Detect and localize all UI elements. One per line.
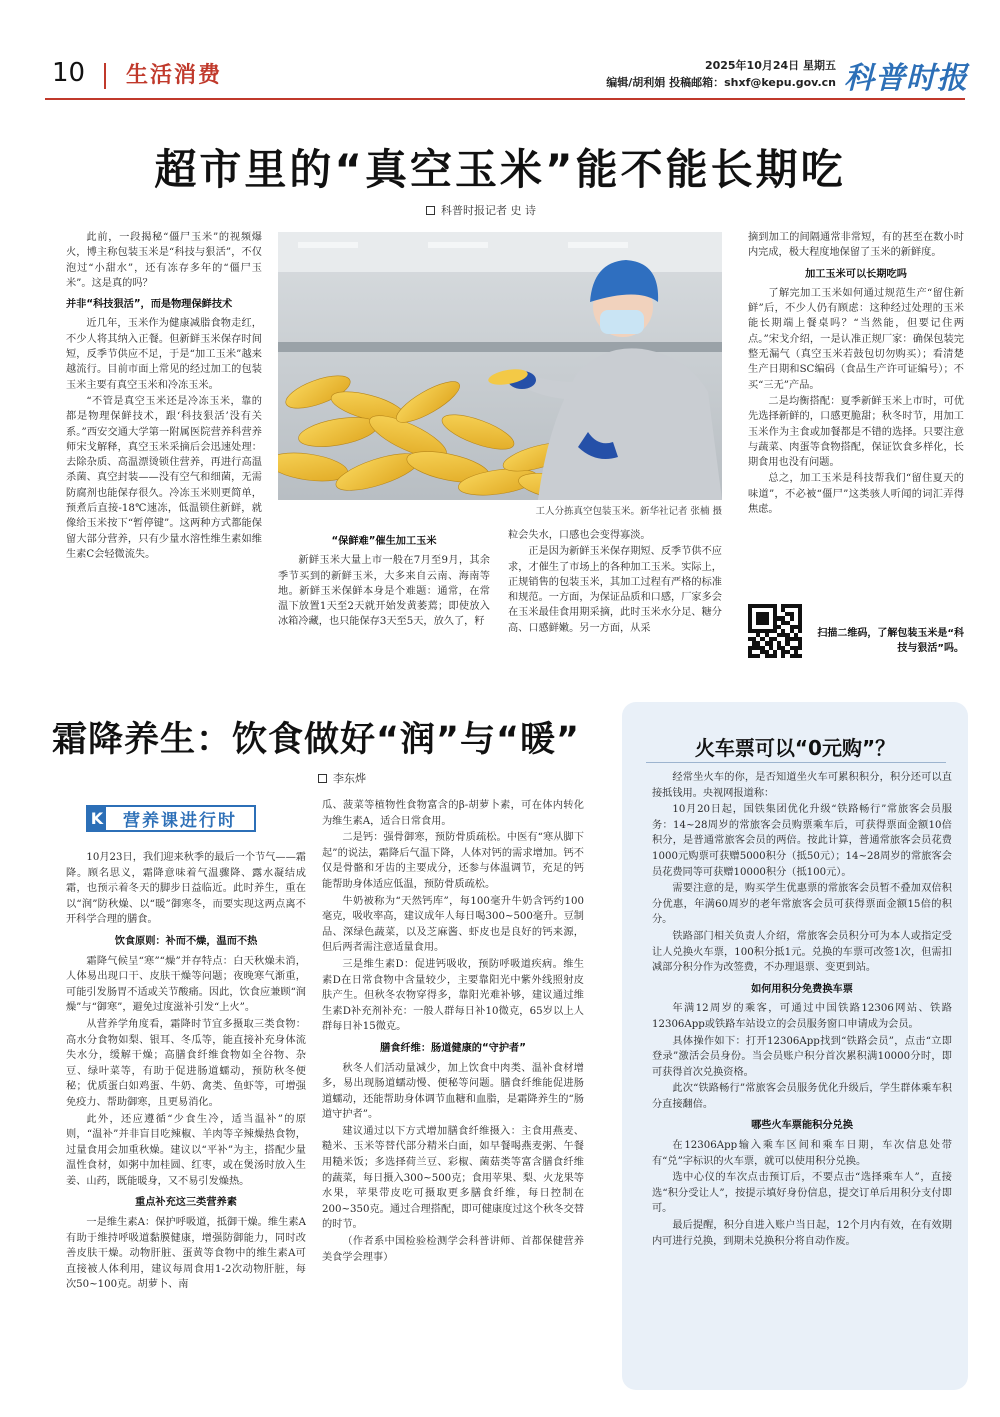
byline-text: 科普时报记者 史 诗 [441, 204, 536, 217]
paragraph: 正是因为新鲜玉米保存期短、反季节供不应求，才催生了市场上的各种加工玉米。实际上，正规销售的包装玉米，其加工过程有严格的标准和规范。一方面，为保证品质和口感，厂家多会在玉米最佳食用期采摘，此时玉米水分足、糖分高、口感鲜嫩。另一方面，从采 [508, 546, 722, 634]
paragraph: 新鲜玉米大量上市一般在7月至9月，其余季节买到的新鲜玉米，大多来自云南、海南等地。新鲜玉米保鲜本身是个难题：通常，在常温下放置1天至2天就开始发黄萎蔫；即使放入冰箱冷藏，也只能保存3天至5天，放久了，籽 [278, 555, 490, 628]
article2-title: 霜降养生：饮食做好“润”与“暖” [52, 720, 581, 760]
paragraph: 从营养学角度看，霜降时节宜多摄取三类食物：高水分食物如梨、银耳、冬瓜等，能直接补充身体流失水分，缓解干燥；高膳食纤维食物如全谷物、杂豆、绿叶菜等，有助于促进肠道蠕动，预防秋冬便秘；优质蛋白如鸡蛋、牛奶、禽类、鱼虾等，可增强免疫力、帮助御寒，且更易消化。 [66, 1018, 306, 1108]
article3-rule [646, 762, 946, 763]
article1-column-1 [66, 230, 262, 660]
article3-title: 火车票可以“0元购”？ [694, 736, 896, 760]
editor-contact: 编辑/胡利娟 投稿邮箱：shxf@kepu.gov.cn [606, 76, 836, 89]
subheading: 重点补充这三类营养素 [135, 1197, 237, 1209]
subheading: 膳食纤维：肠道健康的“守护者” [380, 1042, 526, 1054]
article1-column-4 [748, 230, 964, 600]
paragraph: 一是维生素A：保护呼吸道，抵御干燥。维生素A有助于维持呼吸道黏膜健康，增强防御能力，同时改善皮肤干燥。动物肝脏、蛋黄等食物中的维生素A可直接被人体利用，建议每周食用1-2次动物肝脏，每次50~100克。胡萝卜、南 [66, 1217, 306, 1291]
paragraph: 10月20日起，国铁集团优化升级“铁路畅行”常旅客会员服务：14~28周岁的常旅客会员购票乘车后，可获得票面金额10倍积分，是普通常旅客会员的两倍。按此计算，普通常旅客会员花费1000元购票可获赠5000积分（抵50元）；14~28周岁的常旅客会员花费同等可获赠10000积分（抵100元）。 [652, 804, 952, 878]
paragraph: 建议通过以下方式增加膳食纤维摄入：主食用燕麦、糙米、玉米等替代部分精米白面，如早餐喝燕麦粥、午餐用糙米饭；多选择荷兰豆、彩椒、菌菇类等富含膳食纤维的蔬菜，每日摄入300~500克；食用苹果、梨、火龙果等水果，苹果带皮吃可摄取更多膳食纤维，每日控制在200~350克。通过合理搭配，即可健康度过这个秋冬交替的时节。 [322, 1125, 584, 1231]
page-number: 10 [52, 58, 86, 88]
paragraph: 秋冬人们活动量减少，加上饮食中肉类、温补食材增多，易出现肠道蠕动慢、便秘等问题。膳食纤维能促进肠道蠕动，还能帮助身体调节血糖和血脂，是霜降养生的“肠道守护者”。 [322, 1062, 584, 1121]
article1-column-3 [508, 528, 722, 663]
photo-caption: 工人分拣真空包装玉米。新华社记者 张楠 摄 [535, 506, 722, 517]
subheading: 加工玉米可以长期吃吗 [805, 268, 907, 280]
byline-text: 李东烨 [333, 772, 366, 785]
paragraph: 此外，还应遵循“少食生冷，适当温补”的原则，“温补”并非盲目吃辣椒、羊肉等辛辣燥热食物，过量食用会加重秋燥。建议以“平补”为主，搭配少量温性食材，如粥中加桂圆、红枣，或在煲汤时放入生姜、山药，既能暖身，又不易引发燥热。 [66, 1113, 306, 1187]
paragraph: 需要注意的是，购买学生优惠票的常旅客会员暂不叠加双倍积分优惠，年满60周岁的老年常旅客会员可获得票面金额15倍的积分。 [652, 883, 952, 926]
paragraph: （作者系中国检验检测学会科普讲师、首都保健营养美食学会理事） [322, 1236, 584, 1263]
paragraph: 10月23日，我们迎来秋季的最后一个节气——霜降。顾名思义，霜降意味着气温骤降、露水凝结成霜，也预示着冬天的脚步日益临近。此时养生，重在以“润”防秋燥、以“暖”御寒冬，而要实现这两点离不开科学合理的膳食。 [66, 852, 306, 926]
column-tag [86, 805, 256, 832]
subheading: 并非“科技狠活”，而是物理保鲜技术 [66, 299, 233, 311]
paragraph: 具体操作如下：打开12306App找到“铁路会员”，点击“立即登录”激活会员身份。当会员账户积分首次累积满10000分时，即可获得首次兑换资格。 [652, 1035, 952, 1078]
qr-caption: 扫描二维码，了解包装玉米是“科技与狠活”吗。 [817, 628, 964, 654]
section-name: 生活消费 [126, 63, 223, 88]
paragraph: 近几年，玉米作为健康减脂食物走红，不少人将其纳入正餐。但新鲜玉米保存时间短，反季节供应不足，于是“加工玉米”越来越流行。目前市面上常见的经过加工的包装玉米主要有真空玉米和冷冻玉米。 [66, 318, 262, 391]
byline-box-icon [318, 774, 327, 783]
article2-byline [318, 770, 366, 786]
paragraph: 牛奶被称为“天然钙库”，每100毫升牛奶含钙约100毫克，吸收率高，建议成年人每日喝300~500毫升。豆制品、深绿色蔬菜，以及芝麻酱、虾皮也是良好的钙来源，但后两者需注意适量食用。 [322, 895, 584, 954]
column-tag-k-icon: K [88, 807, 106, 830]
paragraph: 霜降气候呈“寒”“燥”并存特点：白天秋燥未消，人体易出现口干、皮肤干燥等问题；夜晚寒气渐重，可能引发肠胃不适或关节酸痛。因此，饮食应兼顾“润燥”与“御寒”，避免过度滋补引发“上火”。 [66, 955, 306, 1014]
subheading: 饮食原则：补而不燥，温而不热 [114, 935, 258, 947]
paragraph: 总之，加工玉米是科技帮我们“留住夏天的味道”，不必被“僵尸”这类骇人听闻的词汇弄得焦虑。 [748, 473, 964, 516]
paragraph: 此前，一段揭秘“僵尸玉米”的视频爆火，博主称包装玉米是“科技与狠活”，不仅泡过“小甜水”，还有冻存多年的“僵尸玉米”。这是真的吗？ [66, 232, 262, 289]
paragraph: 在12306App输入乘车区间和乘车日期，车次信息处带有“兑”字标识的火车票，就可以使用积分兑换。 [652, 1140, 952, 1167]
issue-date: 2025年10月24日 星期五 [704, 59, 836, 72]
paragraph: 选中心仪的车次点击预订后，不要点击“选择乘车人”，直接选“积分受让人”，按提示填好身份信息，提交订单后用积分支付即可。 [652, 1172, 952, 1215]
paragraph: 二是钙：强骨御寒，预防骨质疏松。中医有“寒从脚下起”的说法，霜降后气温下降，人体对钙的需求增加。钙不仅是骨骼和牙齿的主要成分，还参与体温调节，充足的钙能帮助身体适应低温，预防骨质疏松。 [322, 832, 584, 890]
subheading: 哪些火车票能积分兑换 [751, 1120, 853, 1132]
paragraph: 铁路部门相关负责人介绍，常旅客会员积分可为本人或指定受让人兑换火车票，100积分抵1元。兑换的车票可改签1次，但需扣减部分积分作为改签费，不办理退票、变更到站。 [652, 930, 952, 974]
paragraph: 摘到加工的间隔通常非常短，有的甚至在数小时内完成，极大程度地保留了玉米的新鲜度。 [748, 232, 964, 259]
photo-worker-sorting-corn [278, 232, 722, 500]
article1-column-2 [278, 528, 490, 663]
article1-title: 超市里的“真空玉米”能不能长期吃 [154, 145, 846, 194]
article1-byline [426, 202, 536, 218]
byline-box-icon [426, 206, 435, 215]
article3-body [652, 770, 952, 1378]
paragraph: 二是均衡搭配：夏季新鲜玉米上市时，可优先选择新鲜的，口感更脆甜；秋冬时节，用加工玉米作为主食或加餐都是不错的选择。只要注意与蔬菜、肉蛋等食物搭配，保证饮食多样化，长期食用也没有问题。 [748, 395, 964, 469]
article1-photo [278, 232, 722, 500]
article2-column-2 [322, 798, 584, 1378]
paragraph: “不管是真空玉米还是冷冻玉米，靠的都是物理保鲜技术，跟‘科技狠活’没有关系。”西安交通大学第一附属医院营养科营养师宋戈解释，真空玉米采摘后会迅速处理：去除杂质、高温漂烫锁住营养，再进行高温杀菌、真空封装——没有空气和细菌，无需防腐剂也能保存很久。冷冻玉米则更简单，预煮后直接-18℃速冻，低温锁住新鲜，就像给玉米按下“暂停键”。这两种方式都能保留大部分营养，只有少量水溶性维生素如维生素C会轻微流失。 [66, 395, 262, 560]
paragraph: 粒会失水，口感也会变得寡淡。 [508, 530, 651, 541]
paragraph: 最后提醒，积分自进入账户当日起，12个月内有效，在有效期内可进行兑换，到期未兑换积分将自动作废。 [652, 1220, 952, 1247]
header-rule [45, 98, 965, 100]
column-tag-label: 营养课进行时 [123, 811, 237, 831]
paragraph: 瓜、菠菜等植物性食物富含的β-胡萝卜素，可在体内转化为维生素A，适合日常食用。 [322, 800, 584, 827]
paragraph: 此次“铁路畅行”常旅客会员服务优化升级后，学生群体乘车积分直接翻倍。 [652, 1083, 952, 1110]
qr-module [798, 654, 802, 658]
article2-column-1 [66, 850, 306, 1378]
paragraph: 三是维生素D：促进钙吸收，预防呼吸道疾病。维生素D在日常食物中含量较少，主要靠阳光中紫外线照射皮肤产生。但秋冬农物穿得多，靠阳光难补够，建议通过维生素D补充剂补充：一般人群每日补10微克，65岁以上人群每日补15微克。 [322, 958, 584, 1033]
header-divider [104, 63, 106, 89]
paragraph: 年满12周岁的乘客，可通过中国铁路12306网站、铁路12306App或铁路车站设立的会员服务窗口申请成为会员。 [652, 1003, 952, 1030]
masthead-logo: 科普时报 [844, 61, 968, 96]
subheading: 如何用积分免费换车票 [751, 983, 853, 995]
paragraph: 经常坐火车的你，是否知道坐火车可累积积分，积分还可以直接抵钱用。央视网报道称： [652, 772, 952, 799]
paragraph: 了解完加工玉米如何通过规范生产“留住新鲜”后，不少人仍有顾虑：这种经过处理的玉米能长期端上餐桌吗？“当然能，但要记住两点。”宋戈介绍，一是认准正规厂家：确保包装完整无漏气（真空玉米若鼓包切勿购买）；看清楚生产日期和SC编码（食品生产许可证编号）；不买“三无”产品。 [748, 287, 964, 391]
qr-code[interactable] [748, 604, 802, 658]
subheading: “保鲜难”催生加工玉米 [331, 536, 437, 547]
